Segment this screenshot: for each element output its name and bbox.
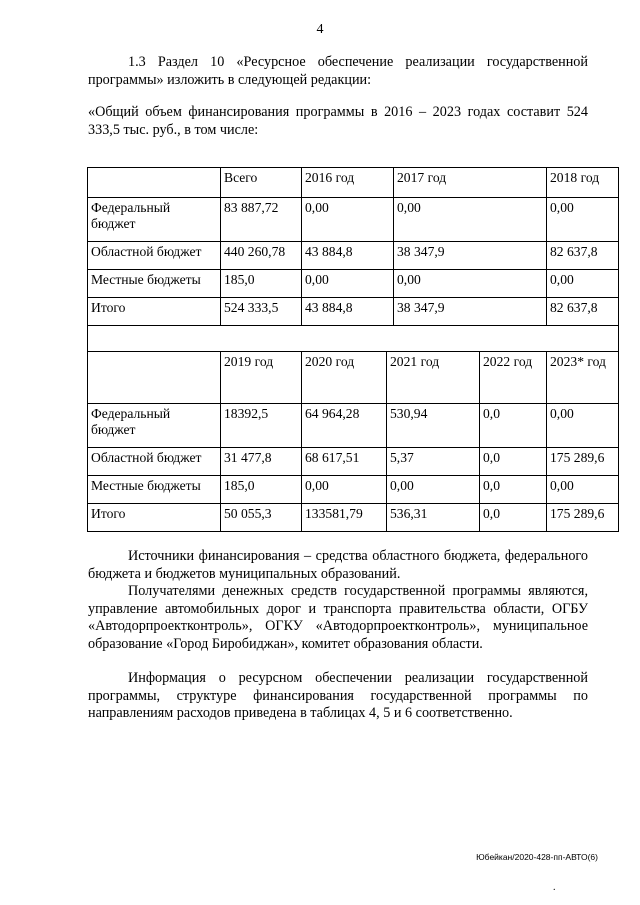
- table2-header-2020: 2020 год: [302, 352, 387, 404]
- table2-cell: 0,0: [480, 476, 547, 504]
- table2-header-2023: 2023* год: [547, 352, 619, 404]
- page-number: 4: [316, 22, 324, 37]
- table1-row-local: [88, 270, 619, 298]
- page-mark: .: [553, 882, 556, 893]
- table2-cell: 50 055,3: [221, 504, 302, 532]
- table2-cell: 185,0: [221, 476, 302, 504]
- table1-cell: 38 347,9: [394, 298, 547, 326]
- document-code: Юбейкан/2020-428-пп-АВТО(6): [476, 852, 598, 862]
- table1-cell: 83 887,72: [221, 198, 302, 242]
- table2-cell: 31 477,8: [221, 448, 302, 476]
- table1-row-label: Местные бюджеты: [88, 270, 221, 298]
- table2-cell: 0,00: [547, 404, 619, 448]
- table2-row-local: [88, 476, 619, 504]
- table1-cell: 524 333,5: [221, 298, 302, 326]
- table1-cell: 82 637,8: [547, 242, 619, 270]
- intro-paragraph: [88, 54, 588, 89]
- table1-header-2017: 2017 год: [394, 168, 547, 198]
- table1-header-row: [88, 168, 619, 198]
- table2-cell: 175 289,6: [547, 448, 619, 476]
- table1-cell: 43 884,8: [302, 242, 394, 270]
- table2-cell: 175 289,6: [547, 504, 619, 532]
- table2-cell: 5,37: [387, 448, 480, 476]
- table2-cell: 0,0: [480, 404, 547, 448]
- table2-cell: 530,94: [387, 404, 480, 448]
- table1-row-label: Федеральный бюджет: [88, 198, 221, 242]
- table2-cell: 0,00: [387, 476, 480, 504]
- table2-row-label: Федеральный бюджет: [88, 404, 221, 448]
- table2-header-row: [88, 352, 619, 404]
- table2-header-empty: [88, 352, 221, 404]
- table1-row-total: [88, 298, 619, 326]
- table2-cell: 68 617,51: [302, 448, 387, 476]
- table2-cell: 18392,5: [221, 404, 302, 448]
- table1-header-empty: [88, 168, 221, 198]
- table2-header-2021: 2021 год: [387, 352, 480, 404]
- intro-text: 1.3 Раздел 10 «Ресурсное обеспечение реализации государственной программы» изложить в следующей редакции:: [88, 54, 588, 88]
- table2-header-2022: 2022 год: [480, 352, 547, 404]
- table2-row-label: Областной бюджет: [88, 448, 221, 476]
- table1-cell: 0,00: [547, 270, 619, 298]
- table1-cell: 440 260,78: [221, 242, 302, 270]
- sources-paragraph: Источники финансирования – средства областного бюджета, федерального бюджета и бюджетов муниципальных образований.: [88, 548, 588, 582]
- financing-table: [87, 167, 619, 532]
- table2-cell: 536,31: [387, 504, 480, 532]
- table2-cell: 0,0: [480, 504, 547, 532]
- table1-cell: 43 884,8: [302, 298, 394, 326]
- table1-row-federal: [88, 198, 619, 242]
- table1-cell: 0,00: [394, 270, 547, 298]
- table2-row-federal: [88, 404, 619, 448]
- table1-row-regional: [88, 242, 619, 270]
- table2-row-label: Итого: [88, 504, 221, 532]
- info-paragraph: Информация о ресурсном обеспечении реализации государственной программы, структуре финансирования государственной программы по направлениям расходов приведена в таблицах 4, 5 и 6 соответственно.: [88, 670, 588, 721]
- table1-row-label: Областной бюджет: [88, 242, 221, 270]
- table-separator-row: [88, 326, 619, 352]
- table1-header-2016: 2016 год: [302, 168, 394, 198]
- table1-cell: 82 637,8: [547, 298, 619, 326]
- table2-header-2019: 2019 год: [221, 352, 302, 404]
- table1-cell: 0,00: [394, 198, 547, 242]
- table2-cell: 133581,79: [302, 504, 387, 532]
- table1-cell: 0,00: [302, 198, 394, 242]
- table1-row-label: Итого: [88, 298, 221, 326]
- table2-cell: 0,00: [302, 476, 387, 504]
- table2-row-label: Местные бюджеты: [88, 476, 221, 504]
- table1-header-total: Всего: [221, 168, 302, 198]
- table1-cell: 0,00: [547, 198, 619, 242]
- table2-cell: 0,00: [547, 476, 619, 504]
- recipients-paragraph: Получателями денежных средств государственной программы являются, управление автомобильных дорог и транспорта правительства области, ОГБУ «Автодорпроектконтроль», ОГКУ «Автодорпроектконтроль», муниципальное образование «Город Биробиджан», комитет образования области.: [88, 583, 588, 652]
- table2-row-regional: [88, 448, 619, 476]
- table2-cell: 0,0: [480, 448, 547, 476]
- table-separator-cell: [88, 326, 619, 352]
- table1-cell: 0,00: [302, 270, 394, 298]
- table2-row-total: [88, 504, 619, 532]
- table1-cell: 185,0: [221, 270, 302, 298]
- quote-paragraph: «Общий объем финансирования программы в 2016 – 2023 годах составит 524 333,5 тыс. руб., в том числе:: [88, 104, 588, 138]
- table2-cell: 64 964,28: [302, 404, 387, 448]
- table1-header-2018: 2018 год: [547, 168, 619, 198]
- table1-cell: 38 347,9: [394, 242, 547, 270]
